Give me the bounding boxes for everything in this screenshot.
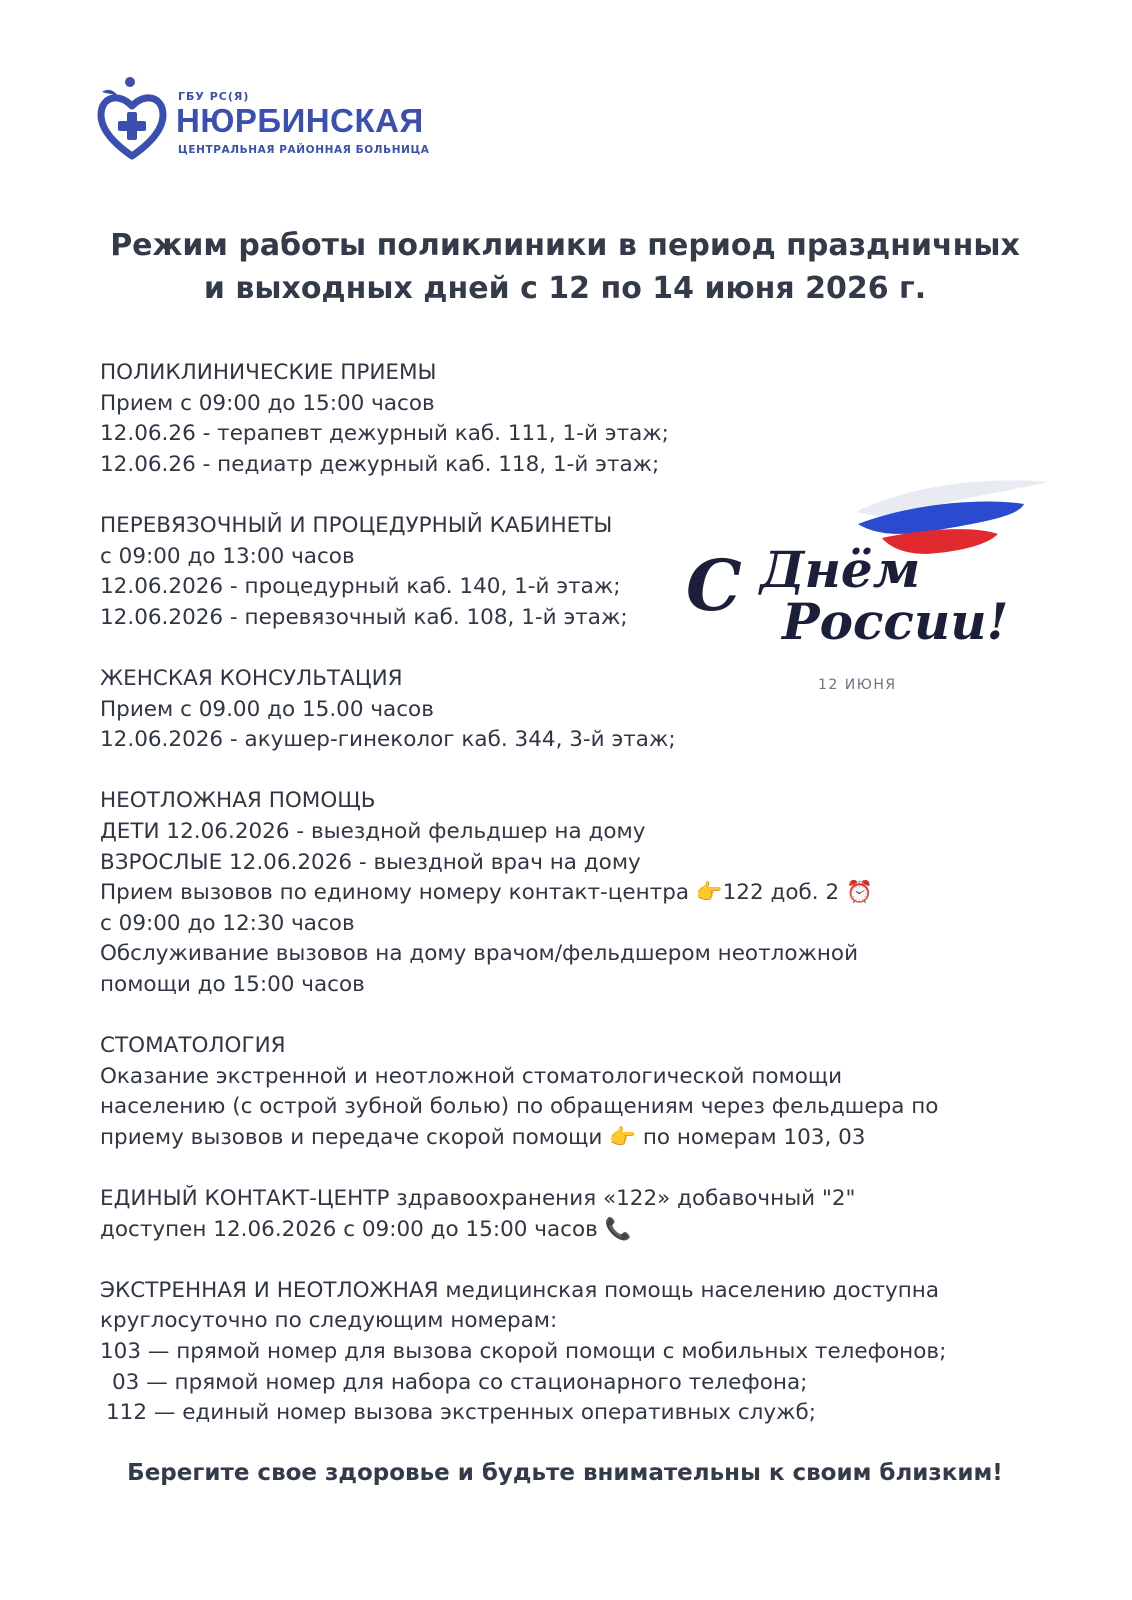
russia-day-word-2: России! xyxy=(782,592,1009,651)
text-line: 12.06.26 - терапевт дежурный каб. 111, 1-й этаж; xyxy=(100,421,669,447)
text-line: приему вызовов и передаче скорой помощи 👉 по номерам 103, 03 xyxy=(100,1124,866,1150)
text-line: Прием с 09.00 до 15.00 часов xyxy=(100,696,434,722)
section-heading: СТОМАТОЛОГИЯ xyxy=(100,1033,286,1059)
heart-cross-logo-icon xyxy=(96,74,168,164)
text-line: 12.06.2026 - процедурный каб. 140, 1-й этаж; xyxy=(100,574,621,600)
section-procedure-rooms xyxy=(100,511,1060,633)
org-small-label: ГБУ РС(Я) xyxy=(178,90,250,103)
title-line-2: и выходных дней с 12 по 14 июня 2026 г. xyxy=(203,271,927,306)
section-polyclinic xyxy=(100,358,1060,480)
section-womens-consultation xyxy=(100,664,1060,756)
text-line: 12.06.2026 - перевязочный каб. 108, 1-й этаж; xyxy=(100,604,628,630)
closing-message: Берегите свое здоровье и будьте внимательны к своим близким! xyxy=(127,1460,1003,1486)
section-emergency-numbers xyxy=(100,1276,1060,1429)
text-line: населению (с острой зубной болью) по обращениям через фельдшера по xyxy=(100,1094,939,1120)
text-line: Оказание экстренной и неотложной стоматологической помощи xyxy=(100,1063,843,1089)
section-heading: ЖЕНСКАЯ КОНСУЛЬТАЦИЯ xyxy=(100,665,403,691)
title-line-1: Режим работы поликлиники в период праздничных xyxy=(110,228,1020,263)
page-title xyxy=(70,224,1060,310)
section-heading: ПЕРЕВЯЗОЧНЫЙ И ПРОЦЕДУРНЫЙ КАБИНЕТЫ xyxy=(100,512,613,538)
section-heading: ПОЛИКЛИНИЧЕСКИЕ ПРИЕМЫ xyxy=(100,360,437,385)
text-line: доступен 12.06.2026 с 09:00 до 15:00 часов 📞 xyxy=(100,1216,632,1242)
section-heading: ЭКСТРЕННАЯ И НЕОТЛОЖНАЯ медицинская помощь населению доступна xyxy=(100,1277,940,1303)
text-line: помощи до 15:00 часов xyxy=(100,971,365,997)
russia-day-word-1: Днём xyxy=(760,540,921,599)
text-line: 12.06.2026 - акушер-гинеколог каб. 344, 3-й этаж; xyxy=(100,727,676,753)
russia-day-c: С xyxy=(686,544,742,627)
text-line: ВЗРОСЛЫЕ 12.06.2026 - выездной врач на дому xyxy=(100,849,641,875)
text-line: 12.06.26 - педиатр дежурный каб. 118, 1-й этаж; xyxy=(100,451,660,477)
schedule-content xyxy=(100,358,1060,1459)
section-urgent-care xyxy=(100,786,1060,1000)
org-main-label: НЮРБИНСКАЯ xyxy=(176,102,424,139)
section-contact-center xyxy=(100,1184,1060,1245)
text-line: круглосуточно по следующим номерам: xyxy=(100,1308,558,1334)
text-line: Прием с 09:00 до 15:00 часов xyxy=(100,390,435,416)
emergency-number-103: 103 — прямой номер для вызова скорой помощи с мобильных телефонов; xyxy=(100,1339,947,1364)
section-heading: НЕОТЛОЖНАЯ ПОМОЩЬ xyxy=(100,788,376,814)
emergency-number-112: 112 — единый номер вызова экстренных оперативных служб; xyxy=(106,1400,816,1426)
russia-day-date: 12 ИЮНЯ xyxy=(818,677,897,693)
text-line: с 09:00 до 12:30 часов xyxy=(100,910,355,936)
section-heading: ЕДИНЫЙ КОНТАКТ-ЦЕНТР здравоохранения «122» добавочный "2" xyxy=(100,1186,856,1212)
hospital-logo xyxy=(96,74,456,166)
text-line: ДЕТИ 12.06.2026 - выездной фельдшер на дому xyxy=(100,818,646,844)
text-line: Прием вызовов по единому номеру контакт-центра 👉122 доб. 2 ⏰ xyxy=(100,880,873,906)
org-sub-label: ЦЕНТРАЛЬНАЯ РАЙОННАЯ БОЛЬНИЦА xyxy=(178,144,430,156)
text-line: Обслуживание вызовов на дому врачом/фельдшером неотложной xyxy=(100,941,859,967)
section-dentistry xyxy=(100,1031,1060,1153)
emergency-number-03: 03 — прямой номер для набора со стационарного телефона; xyxy=(112,1369,808,1395)
text-line: с 09:00 до 13:00 часов xyxy=(100,543,355,569)
